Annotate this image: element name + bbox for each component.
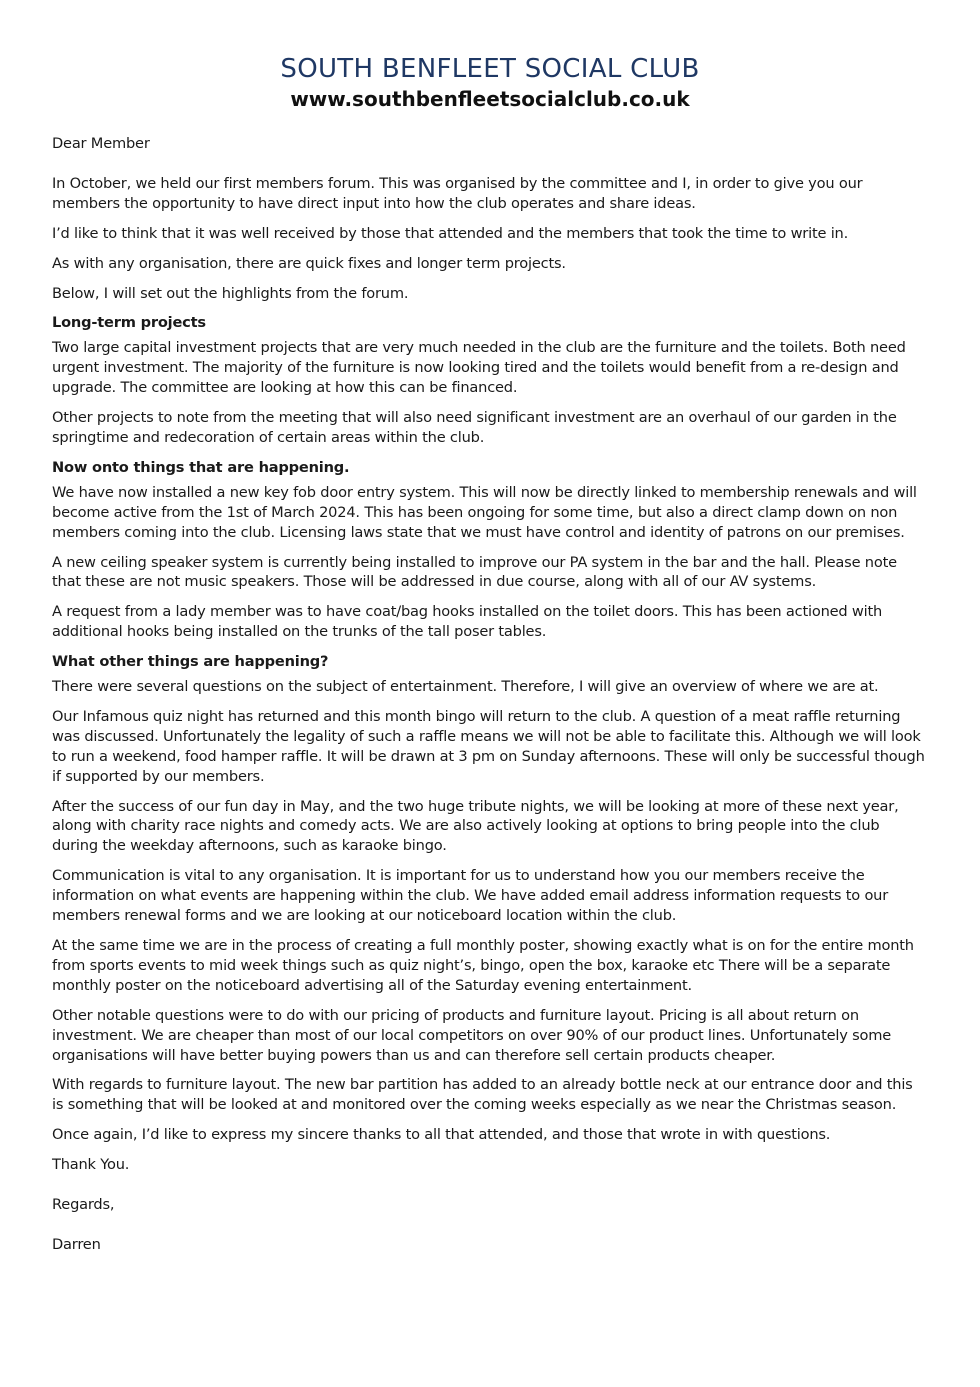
paragraph: In October, we held our first members forum. This was organised by the committee and I, in order to give you our members the opportunity to have direct input into how the club operates and share ideas.: [52, 174, 863, 212]
section-heading: Long-term projects: [52, 314, 206, 332]
paragraph: After the success of our fun day in May, and the two huge tribute nights, we will be looking at more of these next year, along with charity race nights and comedy acts. We are also actively looking at options to bring people into the club during the weekday afternoons, such as karaoke bingo.: [52, 797, 899, 855]
paragraph: As with any organisation, there are quick fixes and longer term projects.: [52, 254, 566, 272]
section-heading: What other things are happening?: [52, 653, 329, 671]
paragraph: Two large capital investment projects that are very much needed in the club are the furniture and the toilets. Both need urgent investment. The majority of the furniture is now looking tired and the toilets would benefit from a re-design and upgrade. The committee are looking at how this can be financed.: [52, 339, 906, 397]
section-heading: Now onto things that are happening.: [52, 458, 350, 476]
paragraph: There were several questions on the subject of entertainment. Therefore, I will give an overview of where we are at.: [52, 678, 879, 696]
salutation: Dear Member: [52, 135, 150, 152]
paragraph: Our Infamous quiz night has returned and this month bingo will return to the club. A question of a meat raffle returning was discussed. Unfortunately the legality of such a raffle means we will not be able to facilitate this. Although we will look to run a weekend, food hamper raffle. It will be drawn at 3 pm on Sunday afternoons. These will only be successful though if supported by our members.: [52, 707, 925, 785]
letter-body: [52, 134, 928, 1255]
paragraph: Once again, I’d like to express my sincere thanks to all that attended, and those that wrote in with questions.: [52, 1126, 831, 1144]
signature: Darren: [52, 1235, 101, 1253]
paragraph: We have now installed a new key fob door entry system. This will now be directly linked to membership renewals and will become active from the 1st of March 2024. This has been ongoing for some time, but also a direct clamp down on non members coming into the club. Licensing laws state that we must have control and identity of patrons on our premises.: [52, 483, 917, 541]
letterhead: [0, 52, 980, 112]
paragraph: With regards to furniture layout. The new bar partition has added to an already bottle neck at our entrance door and this is something that will be looked at and monitored over the coming weeks especially as we near the Christmas season.: [52, 1076, 913, 1114]
paragraph: At the same time we are in the process of creating a full monthly poster, showing exactly what is on for the entire month from sports events to mid week things such as quiz night’s, bingo, open the box, karaoke etc There will be a separate monthly poster on the noticeboard advertising all of the Saturday evening entertainment.: [52, 937, 914, 994]
paragraph: A request from a lady member was to have coat/bag hooks installed on the toilet doors. This has been actioned with additional hooks being installed on the trunks of the tall poser tables.: [52, 603, 883, 641]
paragraph: Other projects to note from the meeting that will also need significant investment are an overhaul of our garden in the springtime and redecoration of certain areas within the club.: [52, 409, 897, 446]
sign-off: Regards,: [52, 1196, 115, 1214]
paragraph: I’d like to think that it was well received by those that attended and the members that took the time to write in.: [52, 224, 849, 242]
thanks-line: Thank You.: [52, 1156, 130, 1174]
paragraph: Other notable questions were to do with our pricing of products and furniture layout. Pricing is all about return on investment. We are cheaper than most of our local competitors on over 90% of our product lines. Unfortunately some organisations will have better buying powers than us and can therefore sell certain products cheaper.: [52, 1006, 892, 1064]
club-name: SOUTH BENFLEET SOCIAL CLUB: [280, 54, 700, 84]
club-website: www.southbenfleetsocialclub.co.uk: [290, 87, 690, 111]
paragraph: A new ceiling speaker system is currently being installed to improve our PA system in the bar and the hall. Please note that these are not music speakers. Those will be addressed in due course, along with all of our AV systems.: [52, 553, 897, 591]
paragraph: Communication is vital to any organisation. It is important for us to understand how you our members receive the information on what events are happening within the club. We have added email address information requests to our members renewal forms and we are looking at our noticeboard location within the club.: [52, 867, 889, 925]
paragraph: Below, I will set out the highlights from the forum.: [52, 284, 409, 302]
